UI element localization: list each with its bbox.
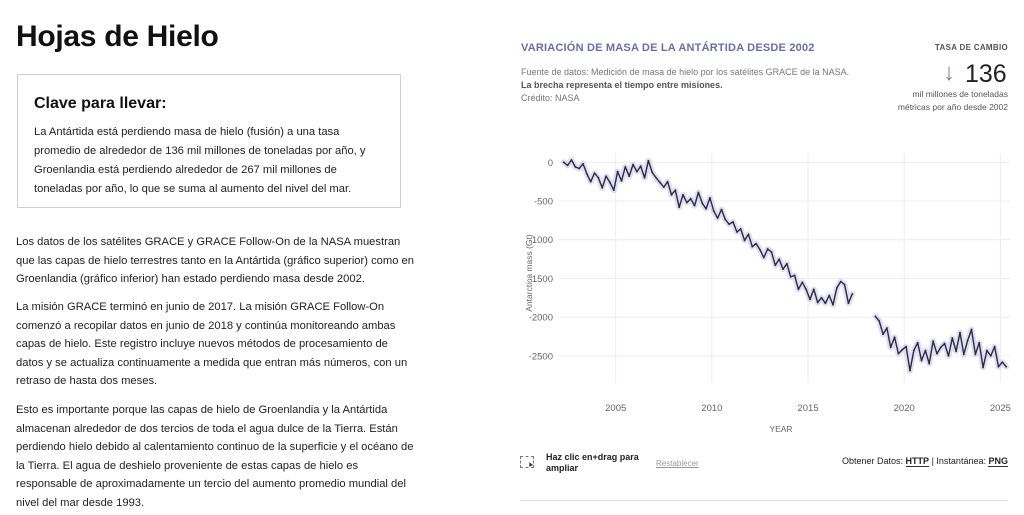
data-point: [798, 288, 800, 290]
uncertainty-segment-2: [875, 316, 1006, 370]
data-point: [836, 287, 838, 289]
data-point: [940, 346, 942, 348]
data-point: [874, 316, 876, 318]
key-takeaway-heading: Clave para llevar:: [34, 95, 167, 112]
data-point: [878, 320, 880, 322]
data-point: [667, 181, 669, 183]
data-point: [990, 355, 992, 357]
body-paragraph-1: Los datos de los satélites GRACE y GRACE Follow-On de la NASA muestran que las capas de hielo terrestres tanto en la Antártida (gráfico superior) como en Groenlandia (gráfico inferior) han estado perdiendo masa desde 2002.: [16, 236, 414, 285]
data-point: [794, 274, 796, 276]
y-axis-title: Antarctica mass (Gt): [524, 234, 534, 312]
data-point: [801, 281, 803, 283]
data-point: [690, 198, 692, 200]
data-point: [686, 202, 688, 204]
data-point: [1005, 366, 1007, 368]
data-point: [955, 350, 957, 352]
data-point: [924, 350, 926, 352]
link-separator: |: [931, 456, 934, 466]
data-point: [617, 171, 619, 173]
data-point: [786, 263, 788, 265]
x-tick-label: 2010: [701, 403, 723, 414]
zoom-select-icon[interactable]: [520, 456, 534, 468]
data-point: [951, 337, 953, 339]
data-point: [963, 353, 965, 355]
antarctica-mass-chart[interactable]: [515, 145, 1015, 440]
data-point: [844, 284, 846, 286]
data-point: [655, 177, 657, 179]
y-tick-label: -2500: [528, 351, 553, 363]
data-point: [609, 182, 611, 184]
data-point: [698, 192, 700, 194]
data-point: [805, 288, 807, 290]
png-snapshot-link[interactable]: PNG: [988, 456, 1008, 466]
data-point: [671, 194, 673, 196]
data-point: [659, 182, 661, 184]
download-links: [842, 456, 1008, 466]
data-point: [905, 346, 907, 348]
data-point: [717, 217, 719, 219]
x-axis-title: YEAR: [769, 424, 793, 434]
data-point: [721, 209, 723, 211]
data-point: [751, 246, 753, 248]
key-takeaway-text: La Antártida está perdiendo masa de hielo (fusión) a una tasa promedio de alrededor de 136 mil millones de toneladas por año, y Groenlandia está perdiendo alrededor de 267 mil millones de toneladas por año, lo que se suma al aumento del nivel del mar.: [34, 126, 366, 195]
data-point: [755, 243, 757, 245]
data-point: [709, 197, 711, 199]
data-point: [774, 264, 776, 266]
data-point: [971, 329, 973, 331]
data-point: [724, 219, 726, 221]
data-point: [813, 288, 815, 290]
data-point: [748, 233, 750, 235]
page-title: Hojas de Hielo: [16, 20, 219, 53]
data-point: [790, 276, 792, 278]
data-point: [763, 257, 765, 259]
divider: [520, 500, 1008, 501]
data-point: [932, 340, 934, 342]
data-point: [928, 363, 930, 365]
data-point: [851, 293, 853, 295]
data-point: [705, 208, 707, 210]
y-tick-label: -1500: [528, 273, 553, 285]
data-point: [605, 175, 607, 177]
data-point: [828, 295, 830, 297]
data-point: [944, 343, 946, 345]
data-point: [821, 297, 823, 299]
data-point: [959, 332, 961, 334]
x-tick-label: 2025: [989, 403, 1011, 414]
data-point: [586, 173, 588, 175]
y-tick-label: 0: [547, 157, 553, 169]
chart-title: VARIACIÓN DE MASA DE LA ANTÁRTIDA DESDE 2002: [521, 42, 815, 54]
data-point: [948, 355, 950, 357]
mass-series: [563, 159, 1007, 371]
data-point: [574, 166, 576, 168]
data-point: [628, 175, 630, 177]
data-point: [732, 221, 734, 223]
snapshot-label: Instantánea:: [936, 456, 986, 466]
data-point: [1001, 361, 1003, 363]
x-axis-ticks: [605, 403, 1011, 414]
data-point: [648, 160, 650, 162]
data-point: [624, 166, 626, 168]
data-point: [651, 171, 653, 173]
data-point: [913, 350, 915, 352]
get-data-label: Obtener Datos:: [842, 456, 904, 466]
chart-credit: Crédito: NASA: [521, 93, 580, 103]
data-point: [782, 268, 784, 270]
data-point: [578, 168, 580, 170]
data-point: [728, 223, 730, 225]
data-point: [582, 163, 584, 165]
data-point: [563, 161, 565, 163]
rate-of-change-value: 136: [965, 60, 1007, 88]
y-tick-label: -1000: [528, 235, 553, 247]
data-point: [594, 172, 596, 174]
uncertainty-segment-1: [564, 160, 853, 305]
data-point: [909, 370, 911, 372]
data-point: [678, 206, 680, 208]
data-point: [809, 298, 811, 300]
http-data-link[interactable]: HTTP: [905, 456, 930, 466]
data-point: [817, 302, 819, 304]
rate-of-change-unit: mil millones de toneladas métricas por año desde 2002: [897, 89, 1008, 112]
chart-source: [521, 66, 861, 105]
source-text: Fuente de datos: Medición de masa de hielo por los satélites GRACE de la NASA.: [521, 67, 850, 77]
data-point: [767, 248, 769, 250]
y-tick-label: -500: [533, 196, 553, 208]
data-point: [982, 367, 984, 369]
data-point: [840, 281, 842, 283]
data-point: [740, 228, 742, 230]
data-point: [621, 180, 623, 182]
data-point: [590, 181, 592, 183]
key-takeaway-box: [17, 74, 401, 208]
body-paragraph-2: La misión GRACE terminó en junio de 2017. La misión GRACE Follow-On comenzó a recopilar datos en junio de 2018 y continúa monitoreando ambas capas de hielo. Este registro incluye nuevos métodos de procesamiento de datos y se actualiza continuamente a medida que entran más números, con un retraso de hasta dos meses.: [16, 301, 408, 387]
data-point: [994, 346, 996, 348]
data-point: [978, 342, 980, 344]
x-tick-label: 2005: [605, 403, 627, 414]
reset-zoom-button[interactable]: Restablecer: [656, 459, 699, 468]
data-point: [974, 353, 976, 355]
body-paragraph-3: Esto es importante porque las capas de hielo de Groenlandia y la Antártida almacenan alrededor de dos tercios de toda el agua dulce de la Tierra. Están perdiendo hielo debido al calentamiento continuo de la superficie y el océano de la Tierra. El agua de deshielo proveniente de estas capas de hielo es responsable de aproximadamente un tercio del aumento promedio mundial del nivel del mar desde 1993.: [16, 404, 414, 509]
data-point: [759, 249, 761, 251]
data-point: [921, 360, 923, 362]
data-point: [713, 210, 715, 212]
data-point: [601, 187, 603, 189]
data-point: [736, 231, 738, 233]
x-tick-label: 2020: [893, 403, 915, 414]
data-point: [832, 304, 834, 306]
data-point: [663, 186, 665, 188]
data-point: [771, 251, 773, 253]
down-arrow-icon: ↓: [943, 59, 955, 86]
data-point: [936, 353, 938, 355]
data-point: [632, 164, 634, 166]
data-point: [682, 194, 684, 196]
data-point: [898, 353, 900, 355]
source-gap-note: La brecha representa el tiempo entre misiones.: [521, 80, 723, 90]
data-point: [986, 350, 988, 352]
data-point: [848, 302, 850, 304]
data-point: [613, 189, 615, 191]
data-point: [917, 342, 919, 344]
data-point: [824, 302, 826, 304]
y-tick-label: -2000: [528, 312, 553, 324]
data-point: [694, 205, 696, 207]
rate-of-change-label: TASA DE CAMBIO: [934, 43, 1008, 52]
data-point: [901, 349, 903, 351]
x-tick-label: 2015: [797, 403, 819, 414]
data-point: [701, 202, 703, 204]
data-point: [644, 177, 646, 179]
data-point: [778, 258, 780, 260]
data-point: [597, 177, 599, 179]
data-point: [744, 240, 746, 242]
data-point: [567, 164, 569, 166]
data-point: [890, 346, 892, 348]
zoom-hint: Haz clic en+drag para ampliar: [546, 452, 639, 473]
data-point: [886, 327, 888, 329]
data-point: [571, 159, 573, 161]
data-point: [640, 165, 642, 167]
data-point: [882, 333, 884, 335]
data-point: [967, 340, 969, 342]
data-point: [998, 366, 1000, 368]
data-point: [674, 189, 676, 191]
data-point: [894, 336, 896, 338]
data-point: [636, 171, 638, 173]
